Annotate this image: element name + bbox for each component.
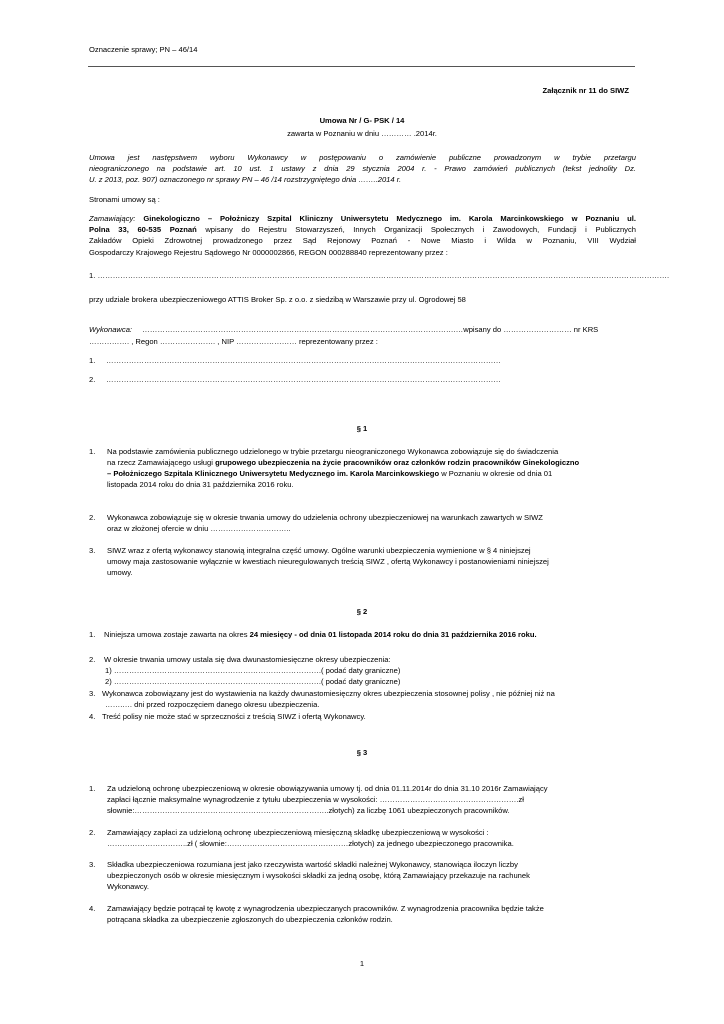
contractor-representative-1: …………………………………………………………………………………………………………………………………………: [106, 356, 501, 365]
s3-p4-line-2: potrącana składka za ubezpieczenie zgłoszonych do ubezpieczenia członków rodzin.: [107, 915, 393, 924]
s3-p1-line-2: zapłaci łącznie maksymalne wynagrodzenie z tytułu ubezpieczenia w wysokości: ……………………………………………….zł: [107, 795, 524, 804]
contract-place-date: zawarta w Poznaniu w dniu ………… .2014r.: [287, 129, 437, 138]
section-1-title: § 1: [356, 424, 368, 433]
s2-p4-number: 4.: [89, 712, 96, 721]
s1-p2-number: 2.: [89, 513, 96, 522]
s2-p3-line-2: …….…. dni przed rozpoczęciem danego okresu ubezpieczenia.: [105, 700, 320, 709]
section-3-title: § 3: [356, 748, 368, 757]
s1-p1-line-3: [107, 469, 552, 480]
s1-p1-line-1: Na podstawie zamówienia publicznego udzielonego w trybie przetargu nieograniczonego Wykonawca zobowiązuje się do świadczenia: [107, 447, 559, 456]
section-2-title: § 2: [356, 607, 368, 616]
s1-p2-line-1: Wykonawca zobowiązuje się w okresie trwania umowy do udzielenia ochrony ubezpieczeniowej na warunkach zawartych w SIWZ: [107, 513, 543, 522]
header-divider: [88, 66, 635, 67]
s2-p3-line-1: Wykonawca zobowiązany jest do wystawienia na każdy dwunastomiesięczny okres ubezpieczenia stosownej polisy , nie później niż na: [102, 689, 555, 698]
s2-period-item-2: 2) ……………………………………………………………………….( podać daty graniczne): [105, 677, 401, 686]
contractor-rep-1-number: 1.: [89, 356, 96, 365]
s3-p1-line-3: słownie:…………………………………………………………………..złotych) za liczbę 1061 ubezpieczonych pracowników.: [107, 806, 510, 815]
broker-line: przy udziale brokera ubezpieczeniowego ATTIS Broker Sp. z o.o. z siedzibą w Warszawie przy ul. Ogrodowej 58: [89, 295, 466, 304]
annex-label: Załącznik nr 11 do SIWZ: [542, 86, 629, 95]
s2-p2-number: 2.: [89, 655, 96, 664]
employer-registry: wpisany do Rejestru Stowarzyszeń, Innych Organizacji Społecznych i Zawodowych, Fundacji i Publicznych: [196, 225, 636, 234]
s1-p2-line-2: oraz w złożonej ofercie w dniu …………………………..: [107, 524, 291, 533]
intro-line-2: nieograniczonego na podstawie art. 10 ust. 1 ustawy z dnia 29 stycznia 2004 r. - Prawo zamówień publicznych (tekst jednolity Dz.: [89, 164, 636, 173]
employer-name: Ginekologiczno – Położniczy Szpital Kliniczny Uniwersytetu Medycznego im. Karola Marcinkowskiego w Poznaniu ul.: [143, 214, 636, 223]
contractor-line-1: [89, 325, 598, 336]
s2-period-item-1: 1) ……………………………………………………………………….( podać daty graniczne): [105, 666, 401, 675]
intro-line-3: U. z 2013, poz. 907) oznaczonego nr sprawy PN – 46 /14 rozstrzygniętego dnia ……..2014 r.: [89, 175, 402, 184]
contractor-label: Wykonawca:: [89, 325, 133, 334]
s3-p1-line-1: Za udzieloną ochronę ubezpieczeniową w okresie obowiązywania umowy tj. od dnia 01.11.2014r do dnia 31.10 2016r Zamawiający: [107, 784, 548, 793]
s1-p3-number: 3.: [89, 546, 96, 555]
employer-line-4: Gospodarczy Krajowego Rejestru Sądowego Nr 0000002866, REGON 000288840 reprezentowany przez :: [89, 248, 448, 257]
s2-contract-period: 24 miesięcy - od dnia 01 listopada 2014 roku do dnia 31 października 2016 roku.: [249, 630, 537, 639]
intro-line-1: Umowa jest następstwem wyboru Wykonawcy w postępowaniu o zamówienie publiczne prowadzonym w trybie przetargu: [89, 153, 636, 162]
s2-p1-number: 1.: [89, 630, 96, 639]
s1-p1-line-2: [107, 458, 579, 469]
s3-p2-line-2: …………………………..zł ( słownie:…………………………………………złotych) za jednego ubezpieczonego pracownika.: [107, 839, 514, 848]
s1-p3-line-1: SIWZ wraz z ofertą wykonawcy stanowią integralna część umowy. Ogólne warunki ubezpieczenia wymienione w § 4 niniejszej: [107, 546, 531, 555]
employer-line-3: Zakładów Opieki Zdrowotnej prowadzonego przez Sąd Rejonowy Poznań - Nowe Miasto i Wilda w Poznaniu, VIII Wydział: [89, 236, 636, 245]
s2-p4-line-1: Treść polisy nie może stać w sprzeczności z treścią SIWZ i ofertą Wykonawcy.: [102, 712, 366, 721]
contractor-representative-2: …………………………………………………………………………………………………………………………………………: [106, 375, 501, 384]
s2-p2-line-1: W okresie trwania umowy ustala się dwa dwunastomiesięczne okresy ubezpieczenia:: [104, 655, 391, 664]
employer-address: Polna 33, 60-535 Poznań: [89, 225, 197, 234]
s3-p4-number: 4.: [89, 904, 96, 913]
contractor-details-1: …………………………………………………………………………………………………………….…wpisany do ……………………… nr KRS: [142, 325, 599, 334]
employer-representative-1: 1. ……………………………………………………………………………………………………………………………………………………………………………………………………….: [89, 271, 670, 280]
s3-p3-line-2: ubezpieczonych osób w okresie miesięcznym i wysokości składki za jedną osobę, którą Zamawiający przekazuje na rachunek: [107, 871, 530, 880]
s1-p3-line-3: umowy.: [107, 568, 133, 577]
s3-p3-number: 3.: [89, 860, 96, 869]
s3-p2-number: 2.: [89, 828, 96, 837]
s3-p4-line-1: Zamawiający będzie potrącał tę kwotę z wynagrodzenia ubezpieczanych pracowników. Z wynagrodzenia pracownika będzie także: [107, 904, 544, 913]
s1-p1-line-2-start: na rzecz Zamawiającego usługi: [107, 458, 216, 467]
s2-p1-start: Niniejsza umowa zostaje zawarta na okres: [104, 630, 250, 639]
s1-p3-line-2: umowy maja zastosowanie wyłącznie w kwestiach nieuregulowanych treścią SIWZ , ofertą Wykonawcy i postanowieniami niniejszej: [107, 557, 549, 566]
s1-service-name: grupowego ubezpieczenia na życie pracowników oraz członków rodzin pracowników Ginekologiczno: [215, 458, 580, 467]
case-number: Oznaczenie sprawy; PN – 46/14: [89, 45, 198, 54]
s3-p3-line-3: Wykonawcy.: [107, 882, 149, 891]
employer-label: Zamawiający:: [89, 214, 136, 223]
s3-p3-line-1: Składka ubezpieczeniowa rozumiana jest jako rzeczywista wartość składki należnej Wykonawcy, stanowiąca iloczyn liczby: [107, 860, 518, 869]
contractor-line-2: ……………. , Regon …………………. , NIP …………………… reprezentowany przez :: [89, 337, 378, 346]
s3-p2-line-1: Zamawiający zapłaci za udzieloną ochronę ubezpieczeniową miesięczną składkę ubezpieczeniową w wysokości :: [107, 828, 489, 837]
employer-line-2: [89, 225, 636, 236]
page-number: 1: [359, 959, 365, 968]
employer-line-1: [89, 214, 636, 225]
s3-p1-number: 1.: [89, 784, 96, 793]
contractor-rep-2-number: 2.: [89, 375, 96, 384]
s1-p1-line-4: listopada 2014 roku do dnia 31 października 2016 roku.: [107, 480, 294, 489]
s2-p1-line: [104, 630, 537, 641]
s1-hospital-name: – Położniczego Szpitala Klinicznego Uniwersytetu Medycznego im. Karola Marcinkowskiego: [107, 469, 440, 478]
parties-label: Stronami umowy są :: [89, 195, 160, 204]
s2-p3-number: 3.: [89, 689, 96, 698]
s1-p1-line-3-end: w Poznaniu w okresie od dnia 01: [439, 469, 553, 478]
s1-p1-number: 1.: [89, 447, 96, 456]
contract-title: Umowa Nr / G- PSK / 14: [319, 116, 405, 125]
